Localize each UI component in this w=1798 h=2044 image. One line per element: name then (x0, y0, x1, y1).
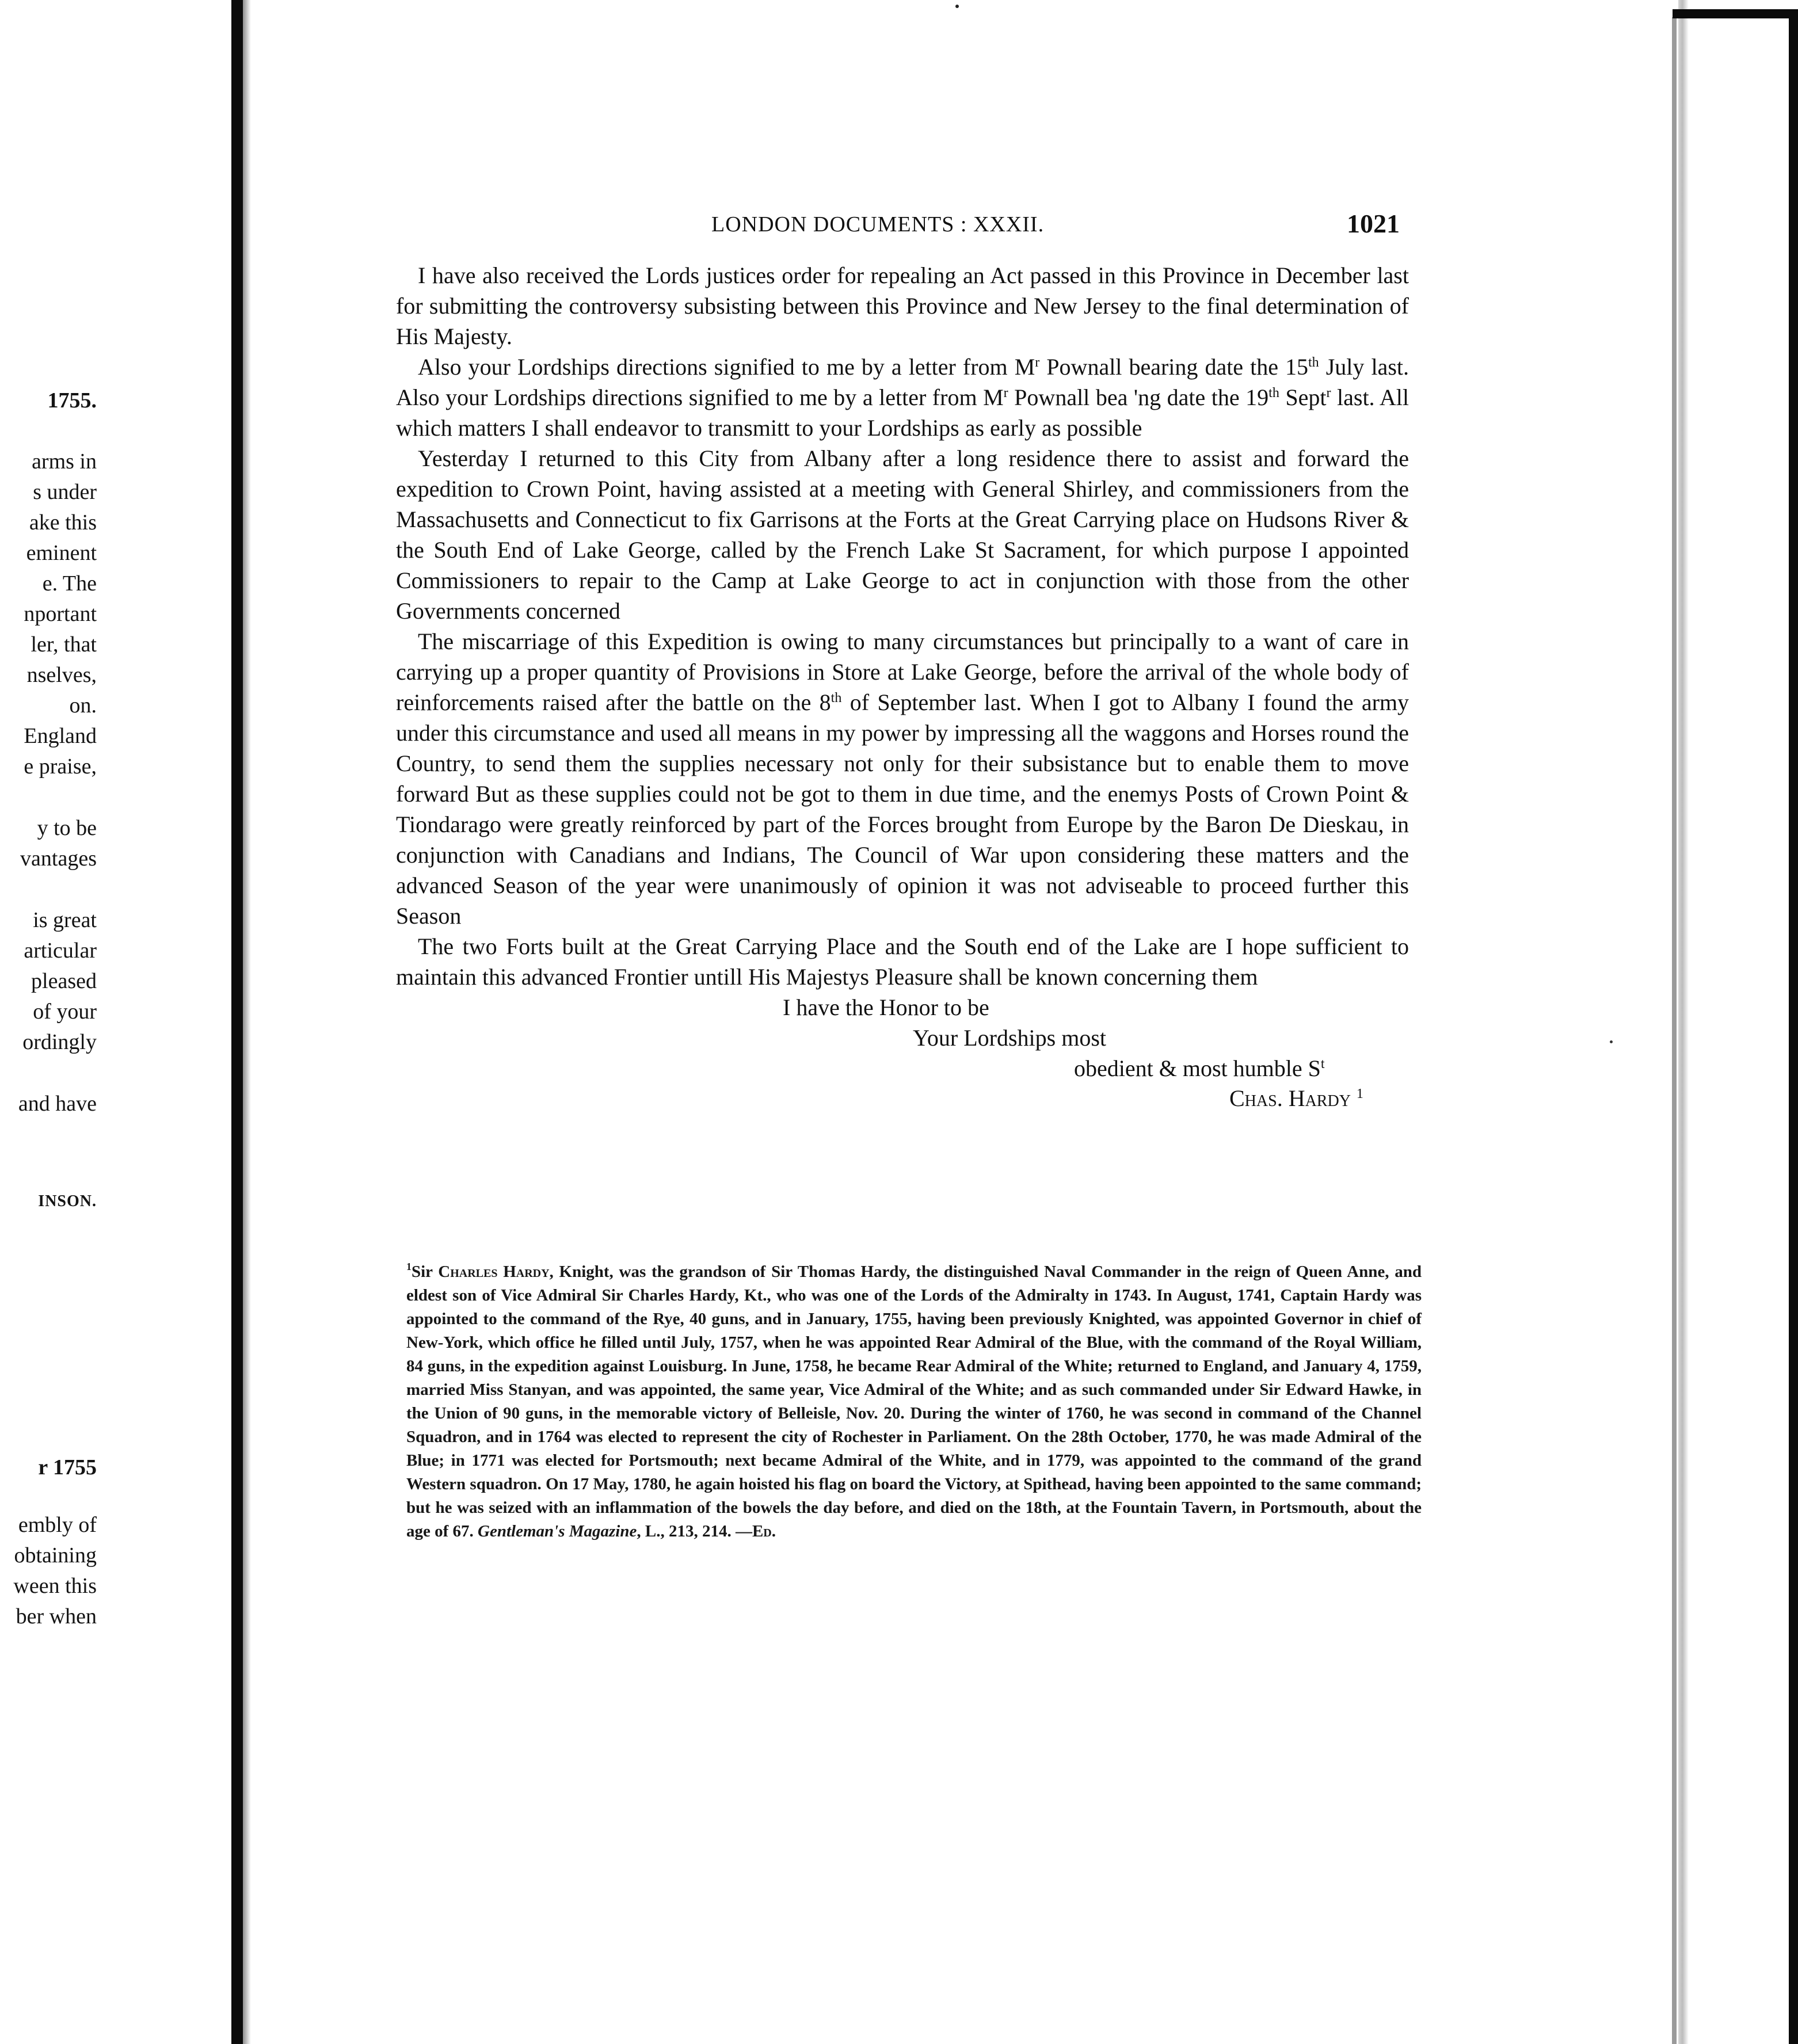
left-fragment-line: of your (33, 1000, 97, 1024)
left-fragment-line: articular (24, 939, 97, 963)
left-fragment-line: on. (69, 693, 97, 718)
footnote: $^1$Sir Charles Hardy, Knight, was the grandson of Sir Thomas Hardy, the distinguished Naval Commander in the reign of Queen Anne, and eldest son of Vice Admiral Sir Charles Hardy, Kt., who was one of the Lords of the Admiralty in 1743. In August, 1741, Captain Hardy was appointed to the command of the Rye, 40 guns, and in January, 1755, having been previously Knighted, was appointed Governor in chief of New-York, which office he filled until July, 1757, when he was appointed Rear Admiral of the Blue, with the command of the Royal William, 84 guns, in the expedition against Louisburg. In June, 1758, he became Rear Admiral of the White; returned to England, and January 4, 1759, married Miss Stanyan, and was appointed, the same year, Vice Admiral of the White; and as such commanded under Sir Edward Hawke, in the Union of 90 guns, in the memorable victory of Belleisle, Nov. 20. During the winter of 1760, he was second in command of the Channel Squadron, and in 1764 was elected to represent the city of Rochester in Parliament. On the 28th October, 1770, he was made Admiral of the Blue; in 1771 was elected for Portsmouth; next became Admiral of the White, and in 1779, was appointed to the command of the grand Western squadron. On 17 May, 1780, he again hoisted his flag on board the Victory, at Spithead, having been appointed to the same command; but he was seized with an inflammation of the bowels the day before, and died on the 18th, at the Fountain Tavern, in Portsmouth, about the age of 67. Gentleman's Magazine, L., 213, 214. —Ed. (406, 1261, 1422, 1540)
left-fragment-line: eminent (26, 541, 97, 565)
left-fragment-line: 1755. (47, 388, 97, 413)
left-fragment-line: r 1755 (38, 1455, 97, 1479)
left-fragment-line: and have (18, 1092, 97, 1116)
footnote-marker: 1 (1356, 1086, 1363, 1101)
paragraph: I have also received the Lords justices order for repealing an Act passed in this Province in December last for submitting the controversy subsisting between this Province and New Jersey to the final determination of His Majesty. (396, 262, 1409, 349)
left-fragment-line: e praise, (24, 754, 97, 779)
left-fragment-line: ler, that (31, 632, 97, 657)
letter-body (396, 260, 1409, 1114)
page-edge-shadow (1678, 0, 1689, 2044)
left-fragment-line: England (24, 724, 97, 748)
signature: Chas. Hardy $^1$ (1229, 1085, 1363, 1111)
scan-frame-right (1789, 9, 1798, 2044)
left-fragment-line: is great (33, 908, 97, 932)
left-fragment-line: nselves, (26, 663, 97, 687)
left-fragment-line: y to be (37, 816, 97, 840)
closing-line: Your Lordships most (913, 1025, 1106, 1051)
letter-closing (396, 992, 1409, 1114)
scan-speck (1610, 1040, 1613, 1043)
left-fragment-line: ber when (16, 1604, 97, 1629)
gutter-shadow (243, 0, 251, 2044)
book-gutter (231, 0, 243, 2044)
paragraph: Yesterday I returned to this City from Albany after a long residence there to assist and forward the expedition to Crown Point, having assisted at a meeting with General Shirley, and commissioners from the Massachusetts and Connecticut to fix Garrisons at the Forts at the Great Carrying place on Hudsons River & the South End of Lake George, called by the French Lake St Sacrament, for which purpose I appointed Commissioners to repair to the Camp at Lake George to act in conjunction with those from the other Governments concerned (396, 445, 1409, 624)
left-fragment-line: INSON. (38, 1192, 97, 1210)
left-fragment-line: pleased (31, 969, 97, 993)
paragraph: Also your Lordships directions signified to me by a letter from $M^r$ Pownall bearing date the 15th July last. Also your Lordships directions signified to me by a letter from $M^r$ Pownall bea 'ng date the 19th Sept$^r$ last. All which matters I shall endeavor to transmitt to your Lordships as early as possible (396, 354, 1409, 441)
source-title: Gentleman's Magazine (478, 1522, 637, 1540)
footnote-marker: 1 (406, 1261, 412, 1272)
left-fragment-line: s under (33, 480, 97, 504)
scan-speck (955, 5, 959, 8)
paragraph: The miscarriage of this Expedition is owing to many circumstances but principally to a want of care in carrying up a proper quantity of Provisions in Store at Lake George, before the arrival of the whole body of reinforcements raised after the battle on the 8th of September last. When I got to Albany I found the army under this circumstance and used all means in my power by impressing all the waggons and Horses round the Country, to send them the supplies necessary not only for their subsistance but to enable them to move forward But as these supplies could not be got to them in due time, and the enemys Posts of Crown Point & Tiondarago were greatly reinforced by part of the Forces brought from Europe by the Baron De Dieskau, in conjunction with Canadians and Indians, The Council of War upon considering these matters and the advanced Season of the year were unanimously of opinion it was not adviseable to proceed further this Season (396, 628, 1410, 929)
page-number: 1021 (1347, 209, 1400, 238)
left-fragment-line: e. The (42, 571, 97, 596)
left-fragment-line: obtaining (14, 1543, 97, 1568)
left-fragment-line: embly of (18, 1513, 97, 1537)
left-fragment-line: nportant (24, 602, 97, 626)
page-edge (1672, 17, 1677, 2044)
closing-line: I have the Honor to be (783, 994, 989, 1020)
left-fragment-line: arms in (32, 449, 97, 474)
left-fragment-line: ween this (13, 1574, 97, 1598)
closing-line: obedient & most humble $S^t$ (1074, 1055, 1325, 1081)
scan-frame-top (1673, 9, 1798, 18)
left-fragment-line: vantages (20, 846, 97, 871)
left-page-fragment (0, 0, 230, 2044)
left-fragment-line: ake this (29, 510, 97, 535)
left-fragment-line: ordingly (22, 1030, 97, 1054)
paragraph: The two Forts built at the Great Carrying Place and the South end of the Lake are I hope sufficient to maintain this advanced Frontier untill His Majestys Pleasure shall be known concerning them (396, 933, 1409, 990)
running-head: LONDON DOCUMENTS : XXXII. (711, 212, 1045, 237)
